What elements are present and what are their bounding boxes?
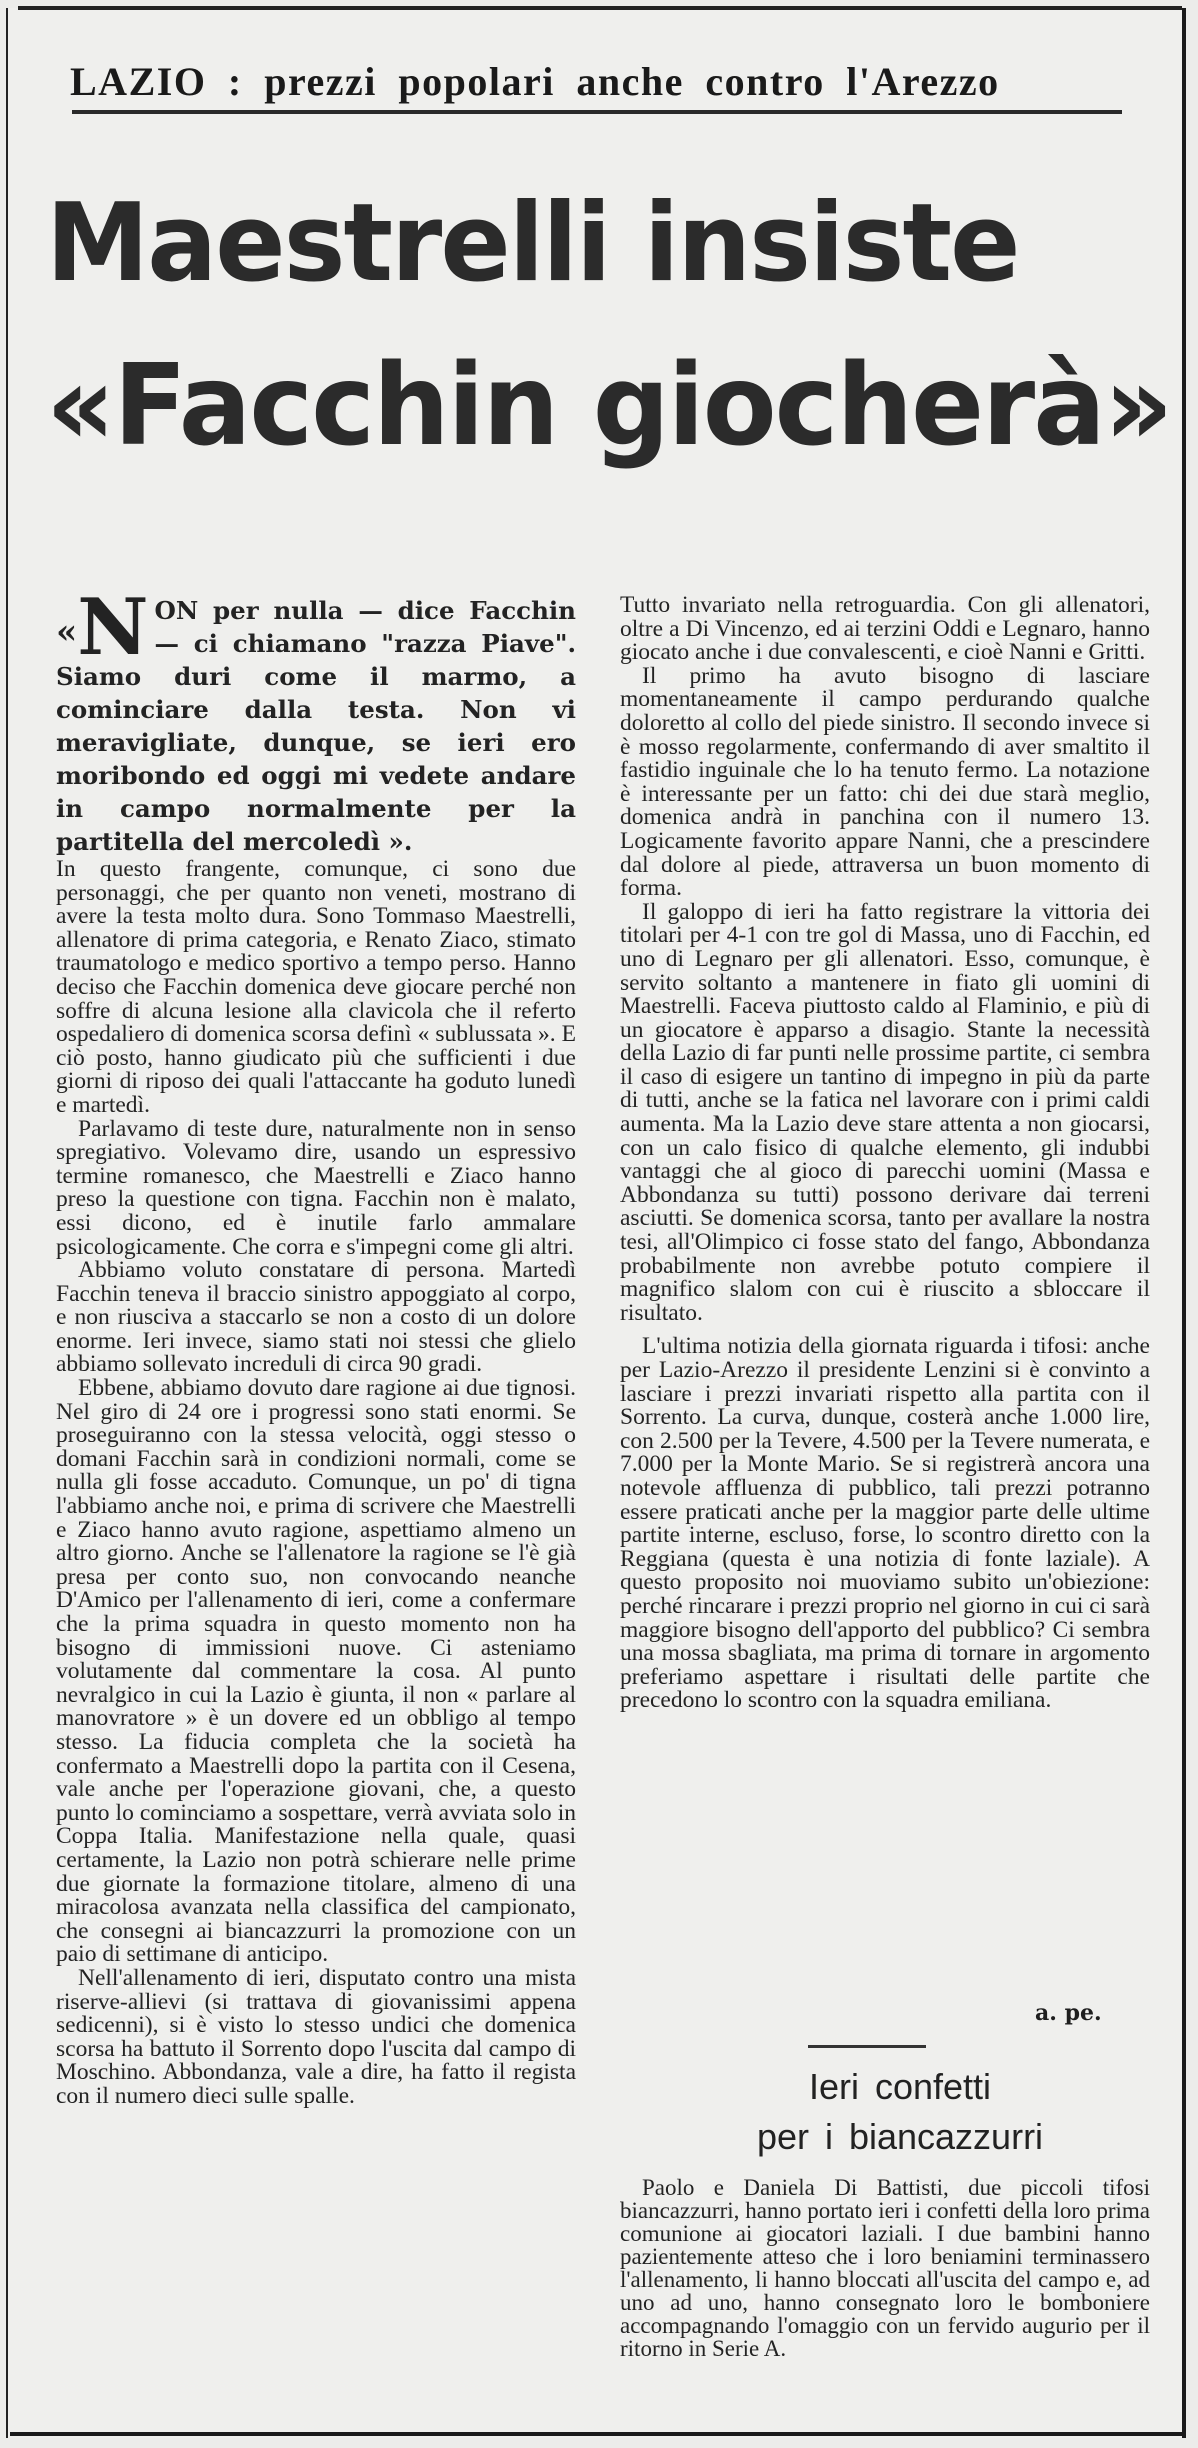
author-signature: a. pe. <box>1035 2000 1102 2026</box>
sidebar-story-body <box>620 2176 1150 2360</box>
article-paragraph: Parlavamo di teste dure, naturalmente non in senso spregiativo. Volevamo dire, usando un espressivo termine romanesco, che Maestrelli e Ziaco hanno preso la questione con tigna. Facchin non è malato, essi dicono, ed è inutile farlo ammalare psicologicamente. Che corra e s'impegni come gli altri. <box>56 1115 576 1260</box>
main-headline <box>46 181 1172 471</box>
article-paragraph: L'ultima notizia della giornata riguarda i tifosi: anche per Lazio-Arezzo il presidente Lenzini si è convinto a lasciare i prezzi invariati rispetto alla partita con il Sorrento. La curva, dunque, costerà anche 1.000 lire, con 2.500 per la Tevere, 4.500 per la Tevere numerata, e 7.000 per la Monte Mario. Se si registrerà ancora una notevole affluenza di pubblico, tali prezzi potranno essere praticati anche per la maggior parte delle ultime partite interne, escluso, forse, lo scontro diretto con la Reggiana (questa è una notizia di fonte laziale). A questo proposito noi muoviamo subito un'obiezione: perché rincarare i prezzi proprio nel giorno in cui ci sarà maggiore bisogno dell'apporto del pubblico? Ci sembra una mossa sbagliata, ma prima di tornare in argomento preferiamo aspettare i risultati delle partite che precedono lo scontro con la squadra emiliana. <box>620 1333 1150 1714</box>
article-paragraph: Tutto invariato nella retroguardia. Con gli allenatori, oltre a Di Vincenzo, ed ai terzini Oddi e Legnaro, hanno giocato anche i due convalescenti, e cioè Nanni e Gritti. <box>620 592 1150 666</box>
article-paragraph: Il primo ha avuto bisogno di lasciare momentaneamente il campo perdurando qualche doloretto al collo del piede sinistro. Il secondo invece si è mosso regolarmente, confermando di aver smaltito il fastidio inguinale che lo ha tenuto fermo. La notazione è interessante per un fatto: chi dei due starà meglio, domenica andrà in panchina con il numero 13. Logicamente favorito appare Nanni, che a prescindere dal dolore al piede, attraversa un buon momento di forma. <box>620 662 1150 902</box>
article-paragraph: Ebbene, abbiamo dovuto dare ragione ai due tignosi. Nel giro di 24 ore i progressi sono stati enormi. Se proseguiranno con la stessa velocità, oggi stesso o domani Facchin sarà in condizioni normali, come se nulla gli fosse accaduto. Comunque, un po' di tigna l'abbiamo anche noi, e prima di scrivere che Maestrelli e Ziaco hanno avuto ragione, aspettiamo almeno un altro giorno. Anche se l'allenatore la ragione se l'è già presa per conto suo, non convocando neanche D'Amico per l'allenamento di ieri, come a confermare che la prima squadra in questo momento non ha bisogno di immissioni nuove. Ci asteniamo volutamente dal commentare la cosa. Al punto nevralgico in cui la Lazio è giunta, il non « parlare al manovratore » è un dovere ed un obbligo al tempo stesso. La fiducia completa che la società ha confermato a Maestrelli dopo la partita con il Cesena, vale anche per l'operazione giovani, che, a questo punto lo cominciamo a sospettare, verrà avviata solo in Coppa Italia. Manifestazione nella quale, quasi certamente, la Lazio non potrà schierare nelle prime due giornate la formazione titolare, almeno di una miracolosa avanzata nella classifica del campionato, che consegni ai biancazzurri la promozione con un paio di settimane di anticipo. <box>56 1375 576 1968</box>
sidebar-headline-line-1: Ieri confetti <box>808 2066 992 2107</box>
sidebar-headline <box>640 2062 1160 2162</box>
lead-paragraph <box>56 582 576 858</box>
article-paragraph: Il galoppo di ieri ha fatto registrare la vittoria dei titolari per 4-1 con tre gol di Massa, uno di Facchin, ed uno di Legnaro per gli allenatori. Esso, comunque, è servito soltanto a mantenere in fiato gli uomini di Maestrelli. Faceva piuttosto caldo al Flaminio, e più di un giocatore è apparso a disagio. Stante la necessità della Lazio di far punti nelle prossime partite, ci sembra il caso di esigere un tantino di impegno in più da parte di tutti, anche se la fatica nel lavorare con i primi caldi aumenta. Ma la Lazio deve stare attenta a non giocarsi, con un calo fisico di qualche elemento, gli indubbi vantaggi che al gioco di parecchi uomini (Massa e Abbondanza su tutti) possono derivare dai terreni asciutti. Se domenica scorsa, tanto per avallare la nostra tesi, all'Olimpico ci fosse stato del fango, Abbondanza probabilmente non avrebbe potuto compiere il magnifico slalom con cui è riuscito a sbloccare il risultato. <box>620 898 1150 1326</box>
headline-line-2: «Facchin giocherà» <box>46 341 1172 471</box>
top-border-rule <box>18 6 1182 10</box>
lead-continuation: In questo frangente, comunque, ci sono due personaggi, che per quanto non veneti, mostrano di avere la testa molto dura. Sono Tommaso Maestrelli, allenatore di prima categoria, e Renato Ziaco, stimato traumatologo e medico sportivo a tempo perso. Hanno deciso che Facchin domenica deve giocare perché non soffre di alcuna lesione alla clavicola che il referto ospedaliero di domenica scorsa definì « sublussata ». E ciò posto, hanno giudicato più che sufficienti i due giorni di riposo dei quali l'attaccante ha goduto lunedì e martedì. <box>56 856 576 1118</box>
article-paragraph: Nell'allenamento di ieri, disputato contro una mista riserve-allievi (si trattava di giovanissimi appena sedicenni), si è visto lo stesso undici che domenica scorsa ha battuto il Sorrento dopo l'uscita dal campo di Moschino. Abbondanza, vale a dire, ha fatto il regista con il numero dieci sulle spalle. <box>56 1964 576 2109</box>
article-column-2 <box>620 594 1150 1713</box>
kicker-rule <box>72 110 1122 114</box>
lead-bold-text: ON per nulla — dice Facchin — ci chiamano "razza Piave". Siamo duri come il marmo, a cominciare dalla testa. Non vi meravigliate, dunque, se ieri ero moribondo ed oggi mi vedete andare in campo normalmente per la partitella del mercoledì ». <box>56 596 576 856</box>
open-quote: « <box>56 612 78 652</box>
drop-cap: N <box>77 582 149 673</box>
headline-line-1: Maestrelli insiste <box>46 181 1019 306</box>
kicker-headline: LAZIO : prezzi popolari anche contro l'Arezzo <box>70 59 1000 104</box>
article-column-1 <box>56 582 576 2109</box>
sidebar-headline-line-2: per i biancazzurri <box>756 2116 1044 2157</box>
sidebar-paragraph: Paolo e Daniela Di Battisti, due piccoli tifosi biancazzurri, hanno portato ieri i confetti della loro prima comunione ai giocatori laziali. I due bambini hanno pazientemente atteso che i loro beniamini terminassero l'allenamento, li hanno bloccati all'uscita del campo e, ad uno ad uno, hanno consegnato loro le bomboniere accompagnando l'omaggio con un fervido augurio per il ritorno in Serie A. <box>620 2175 1150 2361</box>
article-paragraph: Abbiamo voluto constatare di persona. Martedì Facchin teneva il braccio sinistro appoggiato al corpo, e non riusciva a staccarlo se non a costo di un dolore enorme. Ieri invece, siamo stati noi stessi che glielo abbiamo sollevato increduli di circa 90 gradi. <box>56 1257 576 1378</box>
sidebar-divider-rule <box>808 2045 926 2048</box>
bottom-border-rule <box>10 2432 1182 2436</box>
